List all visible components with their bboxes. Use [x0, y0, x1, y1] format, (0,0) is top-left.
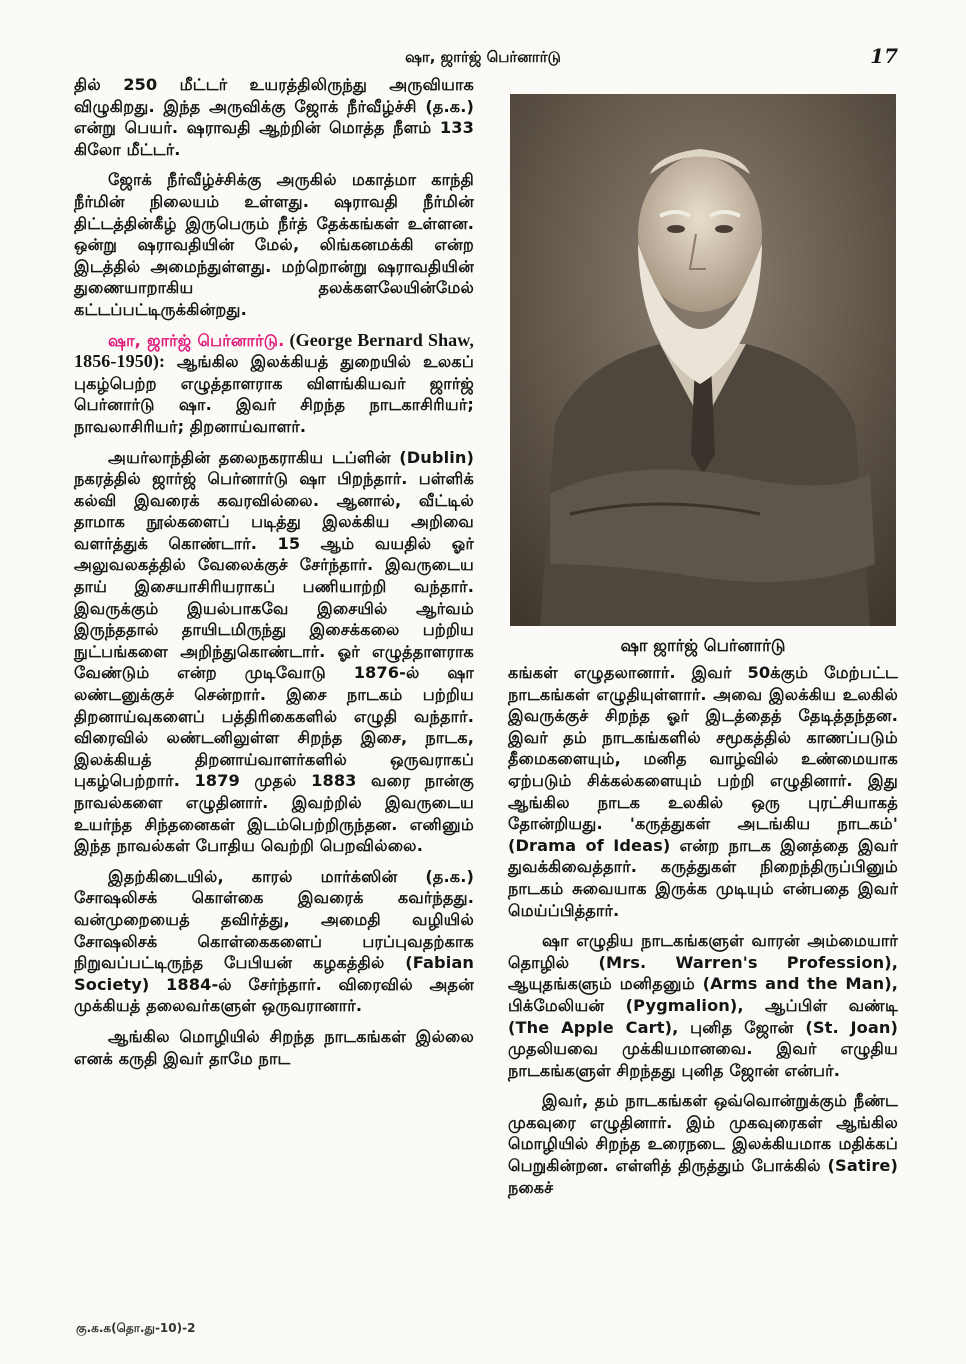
entry-intro: ஆங்கில இலக்கியத் துறையில் உலகப் புகழ்பெற்ற எழுத்தாளராக விளங்கியவர் ஜார்ஜ் பெர்னார்டு ஷா. இவர் சிறந்த நாடகாசிரியர்; நாவலாசிரியர்; திறனாய்வாளர்.	[74, 352, 474, 436]
paragraph: ஆங்கில மொழியில் சிறந்த நாடகங்கள் இல்லை எனக் கருதி இவர் தாமே நாட	[74, 1026, 474, 1068]
portrait-photo	[510, 94, 896, 626]
page-number: 17	[870, 44, 898, 68]
right-column	[508, 662, 898, 1207]
paragraph: தில் 250 மீட்டர் உயரத்திலிருந்து அருவியாக விழுகிறது. இந்த அருவிக்கு ஜோக் நீர்வீழ்ச்சி (த.க.) என்று பெயர். ஷராவதி ஆற்றின் மொத்த நீளம் 133 கிலோ மீட்டர்.	[74, 75, 474, 159]
photo-caption: ஷா ஜார்ஜ் பெர்னார்டு	[620, 636, 786, 655]
paragraph: அயர்லாந்தின் தலைநகராகிய டப்ளின் (Dublin) நகரத்தில் ஜார்ஜ் பெர்னார்டு ஷா பிறந்தார். பள்ளிக் கல்வி இவரைக் கவரவில்லை. ஆனால், வீட்டில் தாமாக நூல்களைப் படித்து இலக்கிய அறிவை வளர்த்துக் கொண்டார். 15 ஆம் வயதில் ஓர் அலுவலகத்தில் வேலைக்குச் சேர்ந்தார். இவருடைய தாய் இசையாசிரியராகப் பணியாற்றி வந்தார். இவருக்கும் இயல்பாகவே இசையில் ஆர்வம் இருந்ததால் தாயிடமிருந்து இசைக்கலை பற்றிய நுட்பங்களை அறிந்துகொண்டார். ஓர் எழுத்தாளராக வேண்டும் என்ற முடிவோடு 1876-ல் ஷா லண்டனுக்குச் சென்றார். இசை நாடகம் பற்றிய திறனாய்வுகளைப் பத்திரிகைகளில் எழுதி வந்தார். விரைவில் லண்டனிலுள்ள சிறந்த இசை, நாடக, இலக்கியத் திறனாய்வாளர்களில் ஒருவராகப் புகழ்பெற்றார். 1879 முதல் 1883 வரை நான்கு நாவல்களை எழுதினார். இவற்றில் இவருடைய உயர்ந்த சிந்தனைகள் இடம்பெற்றிருந்தன. எனினும் இந்த நாவல்கள் போதிய வெற்றி பெறவில்லை.	[74, 447, 474, 856]
entry-english-name: (George Bernard Shaw, 1856-1950):	[74, 329, 474, 372]
paragraph: ஜோக் நீர்வீழ்ச்சிக்கு அருகில் மகாத்மா காந்தி நீர்மின் நிலையம் உள்ளது. ஷராவதி நீர்மின் திட்டத்தின்கீழ் இருபெரும் நீர்த் தேக்கங்கள் உள்ளன. ஒன்று ஷராவதியின் மேல், லிங்கனமக்கி என்ற இடத்தில் அமைந்துள்ளது. மற்றொன்று ஷராவதியின் துணையாறாகிய தலக்களலேயின்மேல் கட்டப்பட்டிருக்கின்றது.	[74, 170, 474, 319]
entry-heading-paragraph	[74, 330, 474, 438]
entry-headword: ஷா, ஜார்ஜ் பெர்னார்டு.	[108, 330, 285, 350]
paragraph: இதற்கிடையில், காரல் மார்க்ஸின் (த.க.) சோஷலிசக் கொள்கை இவரைக் கவர்ந்தது. வன்முறையைத் தவிர்த்து, அமைதி வழியில் சோஷலிசக் கொள்கைகளைப் பரப்புவதற்காக நிறுவப்பட்டிருந்த பேபியன் கழகத்தில் (Fabian Society) 1884-ல் சேர்ந்தார். விரைவில் அதன் முக்கியத் தலைவர்களுள் ஒருவரானார்.	[74, 866, 474, 1016]
portrait-illustration	[510, 94, 896, 626]
paragraph: ஷா எழுதிய நாடகங்களுள் வாரன் அம்மையார் தொழில் (Mrs. Warren's Profession), ஆயுதங்களும் மனிதனும் (Arms and the Man), பிக்மேலியன் (Pygmalion), ஆப்பிள் வண்டி (The Apple Cart), புனித ஜோன் (St. Joan) முதலியவை முக்கியமானவை. இவர் எழுதிய நாடகங்களுள் சிறந்தது புனித ஜோன் என்பர்.	[508, 931, 898, 1080]
header-title: ஷா, ஜார்ஜ் பெர்னார்டு	[405, 48, 561, 66]
paragraph: இவர், தம் நாடகங்கள் ஒவ்வொன்றுக்கும் நீண்ட முகவுரை எழுதினார். இம் முகவுரைகள் ஆங்கில மொழியில் சிறந்த உரைநடை இலக்கியமாக மதிக்கப் பெறுகின்றன. எள்ளித் திருத்தும் போக்கில் (Satire) நகைச்	[508, 1091, 898, 1197]
footer-signature: கு.க.க(தொ.து-10)-2	[76, 1321, 196, 1335]
paragraph: கங்கள் எழுதலானார். இவர் 50க்கும் மேற்பட்ட நாடகங்கள் எழுதியுள்ளார். அவை இலக்கிய உலகில் இவருக்குச் சிறந்த ஓர் இடத்தைத் தேடித்தந்தன. இவர் தம் நாடகங்களில் சமூகத்தில் காணப்படும் தீமைகளையும், மனித வாழ்வில் உண்மையாக ஏற்படும் சிக்கல்களையும் பற்றி எழுதினார். இது ஆங்கில நாடக உலகில் ஒரு புரட்சியாகத் தோன்றியது. 'கருத்துகள் அடங்கிய நாடகம்' (Drama of Ideas) என்ற நாடக இனத்தை இவர் துவக்கிவைத்தார். கருத்துகள் நிறைந்திருப்பினும் நாடகம் சுவையாக இருக்க முடியும் என்பதை இவர் மெய்ப்பித்தார்.	[508, 663, 898, 920]
left-column	[74, 74, 474, 1078]
